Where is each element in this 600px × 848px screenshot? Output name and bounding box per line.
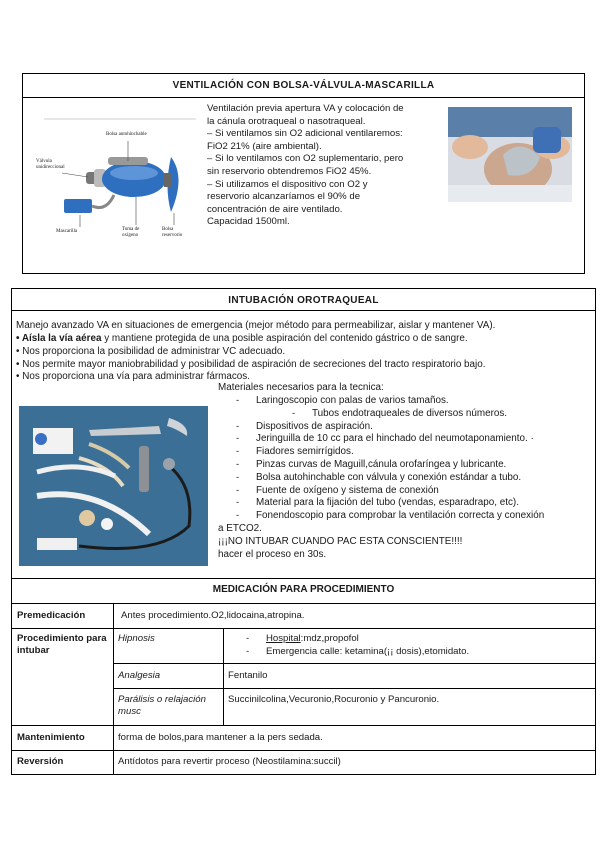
hipnosis-bullet: - — [246, 633, 250, 644]
materiales-item: Fuente de oxígeno y sistema de conexión — [256, 484, 439, 496]
etco2-line: a ETCO2. — [218, 523, 262, 534]
materiales-title: Materiales necesarios para la tecnica: — [218, 382, 384, 393]
materiales-item: Dispositivos de aspiración. — [256, 420, 373, 432]
ventilacion-title: VENTILACIÓN CON BOLSA-VÁLVULA-MASCARILLA — [172, 80, 435, 91]
hospital-label: Hospital — [266, 633, 301, 644]
premedicacion-value: Antes procedimiento.O2,lidocaina,atropina. — [121, 610, 305, 621]
materiales-bullet: - — [236, 433, 240, 445]
paralisis-value: Succinilcolina,Vecuronio,Rocuronio y Pancuronio. — [228, 694, 440, 705]
medicacion-title: MEDICACIÓN PARA PROCEDIMIENTO — [212, 584, 395, 595]
materiales-bullet: - — [236, 446, 240, 458]
figure-label-toma: Toma de oxígeno — [122, 227, 140, 238]
paralisis-label: Parálisis o relajación musc — [118, 694, 206, 717]
materiales-bullet: - — [236, 510, 240, 522]
materiales-item: Fiadores semirrígidos. — [256, 446, 354, 458]
intubacion-intro: Manejo avanzado VA en situaciones de emergencia (mejor método para permeabilizar, aislar y mantener VA). — [16, 320, 496, 331]
bullet-1-bold: • Aísla la vía aérea — [16, 333, 102, 344]
vent-line: Capacidad 1500ml. — [207, 216, 290, 228]
intubation-materials-photo — [19, 406, 208, 566]
intubacion-bullet-1 — [16, 333, 468, 346]
vent-line: – Si utilizamos el dispositivo con O2 y — [207, 178, 368, 190]
materiales-item: Material para la fijación del tubo (vendas, esparadrapo, etc). — [256, 497, 519, 509]
materiales-item: Fonendoscopio para comprobar la ventilación correcta y conexión — [256, 510, 545, 522]
ventilation-photo — [448, 107, 572, 202]
materiales-bullet: - — [236, 484, 240, 496]
figure-label-reservorio: Bolsa reservorio — [162, 227, 183, 238]
bullet-1-rest: y mantiene protegida de una posible aspiración del contenido gástrico o de sangre. — [101, 333, 468, 344]
materiales-bullet: - — [236, 459, 240, 470]
figure-label-valvula: Válvula unidireccional — [36, 159, 65, 170]
materiales-item: Jeringuilla de 10 cc para el hinchado del neumotaponamiento. · — [256, 433, 534, 445]
analgesia-label: Analgesia — [118, 670, 161, 681]
vent-line: FiO2 21% (aire ambiental). — [207, 140, 322, 152]
intubacion-title: INTUBACIÓN OROTRAQUEAL — [228, 295, 379, 306]
hipnosis-label: Hipnosis — [118, 633, 155, 644]
mantenimiento-value: forma de bolos,para mantener a la pers sedada. — [118, 732, 323, 743]
hospital-value: :mdz,propofol — [300, 633, 359, 644]
figure-label-mascarilla: Mascarilla — [56, 229, 78, 234]
intubacion-bullet-2: • Nos proporciona la posibilidad de administrar VC adecuado. — [16, 346, 286, 357]
figure-label-bolsa: Bolsa autohinchable — [106, 132, 147, 137]
vent-line: Ventilación previa apertura VA y colocación de — [207, 103, 404, 114]
reversion-value: Antídotos para revertir proceso (Neostilamina:succil) — [118, 756, 341, 767]
materiales-item: Tubos endotraqueales de diversos números. — [312, 407, 508, 419]
vent-line: concentración de aire ventilado. — [207, 203, 343, 215]
vent-line: – Si lo ventilamos con O2 suplementario, pero — [207, 153, 404, 165]
mantenimiento-label: Mantenimiento — [17, 732, 85, 743]
analgesia-value: Fentanilo — [228, 670, 268, 681]
materiales-bullet: - — [236, 497, 240, 509]
vent-line: reservorio alcanzaríamos el 90% de — [207, 191, 361, 203]
intubacion-bullet-4: • Nos proporciona una vía para administrar fármacos. — [16, 371, 250, 382]
materiales-item: Laringoscopio con palas de varios tamaños. — [256, 395, 449, 406]
materiales-item: Bolsa autohinchable con válvula y conexión estándar a tubo. — [256, 471, 522, 483]
intubacion-bullet-3: • Nos permite mayor maniobrabilidad y posibilidad de aspiración de secreciones del tracto respiratorio bajo. — [16, 359, 486, 370]
hipnosis-hospital — [266, 633, 359, 645]
materiales-bullet: - — [292, 407, 296, 419]
materiales-bullet: - — [236, 420, 240, 432]
vent-line: sin reservorio obtendremos FiO2 45%. — [207, 166, 372, 177]
hipnosis-bullet: - — [246, 646, 250, 657]
hipnosis-emergencia: Emergencia calle: ketamina(¡¡ dosis),etomidato. — [266, 646, 470, 657]
vent-line: – Si ventilamos sin O2 adicional ventilaremos: — [207, 128, 403, 140]
premedicacion-label: Premedicación — [17, 610, 86, 621]
materiales-bullet: - — [236, 395, 240, 406]
vent-line: la cánula orotraqueal o nasotraqueal. — [207, 115, 366, 127]
warning-line: ¡¡¡NO INTUBAR CUANDO PAC ESTA CONSCIENTE!!!! — [218, 536, 463, 547]
procedimiento-label: Procedimiento para intubar — [17, 633, 107, 656]
bag-valve-mask-figure — [36, 117, 196, 247]
time-line: hacer el proceso en 30s. — [218, 549, 327, 560]
materiales-item: Pinzas curvas de Maguill,cánula orofaríngea y lubricante. — [256, 459, 507, 470]
materiales-bullet: - — [236, 471, 240, 483]
reversion-label: Reversión — [17, 756, 64, 767]
